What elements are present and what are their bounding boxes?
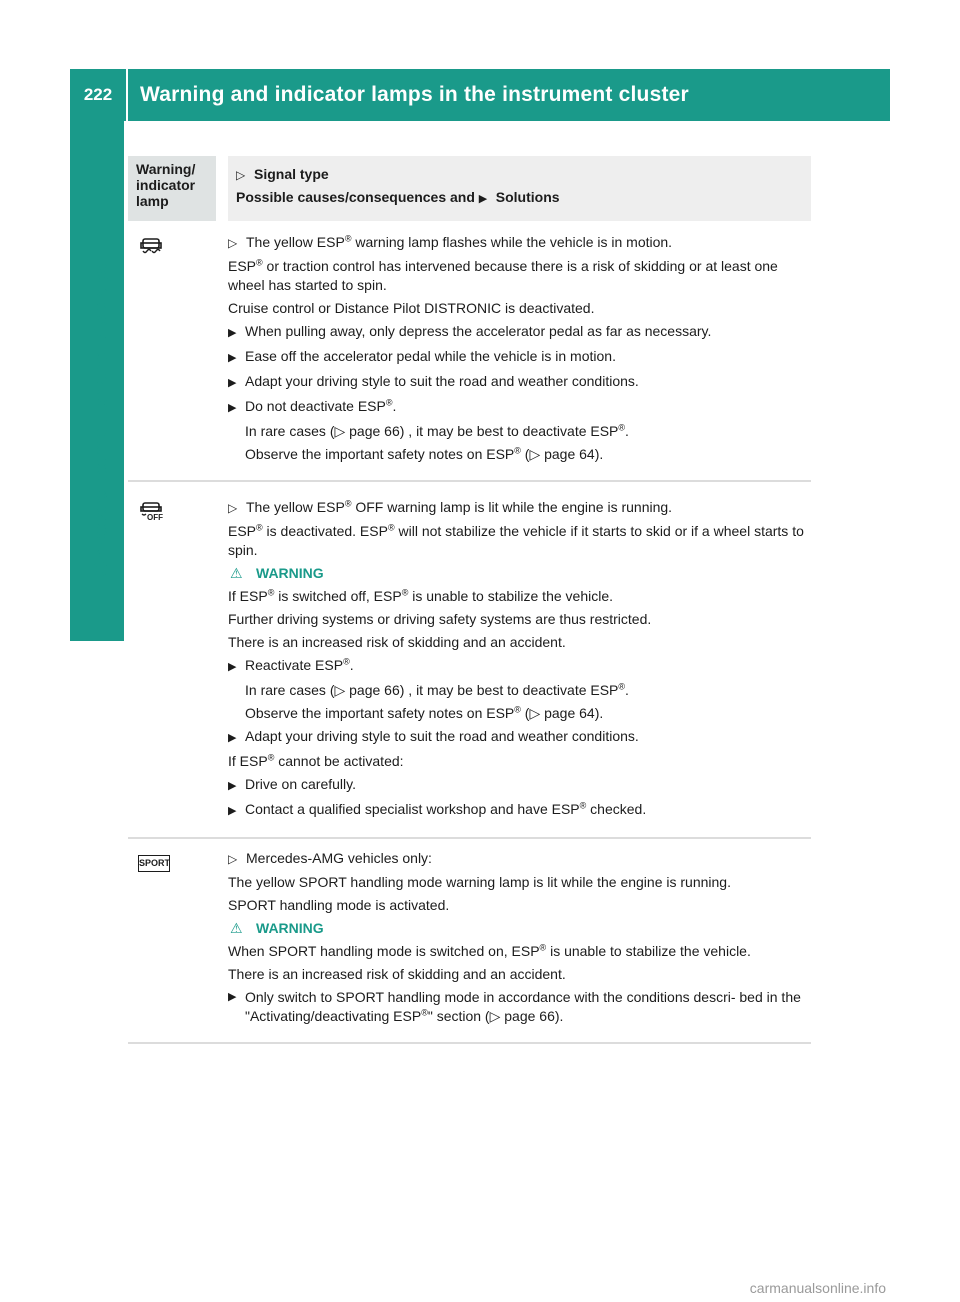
condition-text: If ESP® cannot be activated: [228, 752, 404, 769]
step-text: Drive on carefully. [245, 776, 357, 792]
step-arrow-icon: ▶ [228, 402, 237, 414]
header-lamp: Warning/ indicator lamp [128, 156, 216, 221]
signal-text: The yellow ESP® OFF warning lamp is lit while the engine is running. [246, 498, 673, 515]
step-arrow-icon: ▶ [228, 327, 237, 339]
page-header [70, 69, 890, 121]
step-arrow-icon: ▶ [228, 780, 237, 792]
step-text: Reactivate ESP®. [245, 656, 354, 673]
cause-text: ESP® or traction control has intervened because there is a risk of skidding or at least one wheel has started to spin. [228, 257, 778, 293]
signal-triangle-icon: ▷ [228, 501, 238, 515]
solution-arrow-icon: ▶ [478, 193, 488, 205]
step-arrow-icon: ▶ [228, 352, 237, 364]
cause-text: ESP® is deactivated. ESP® will not stabilize the vehicle if it starts to skid or if a wheel starts to spin. [228, 522, 804, 558]
note-text: Observe the important safety notes on ESP® (▷ page 64). [245, 445, 604, 462]
page-title: Warning and indicator lamps in the instrument cluster [140, 83, 689, 106]
signal-text: Mercedes-AMG vehicles only: [246, 850, 432, 866]
warning-text: When SPORT handling mode is switched on, ESP® is unable to stabilize the vehicle. [228, 942, 751, 959]
header-signal: ▷ Signal type Possible causes/consequences and ▶ Solutions [228, 156, 811, 221]
step-arrow-icon: ▶ [228, 661, 237, 673]
table-row [128, 221, 811, 482]
step-text: Adapt your driving style to suit the road and weather conditions. [245, 728, 639, 744]
esp-skid-lamp-icon [138, 237, 164, 257]
step-text: When pulling away, only depress the accelerator pedal as far as necessary. [245, 323, 712, 339]
step-text: Ease off the accelerator pedal while the vehicle is in motion. [245, 348, 616, 364]
warning-label: WARNING [256, 565, 324, 581]
cause-text: SPORT handling mode is activated. [228, 897, 450, 913]
step-arrow-icon: ▶ [228, 377, 237, 389]
step-arrow-icon: ▶ [228, 732, 237, 744]
step-text: Do not deactivate ESP®. [245, 397, 397, 414]
signal-triangle-icon: ▷ [228, 852, 238, 866]
table-row [128, 482, 811, 839]
step-text: Contact a qualified specialist workshop and have ESP® checked. [245, 800, 647, 817]
warning-text: There is an increased risk of skidding and an accident. [228, 966, 566, 982]
signal-text: The yellow ESP® warning lamp flashes while the vehicle is in motion. [246, 233, 673, 250]
note-text: In rare cases (▷ page 66) , it may be best to deactivate ESP®. [245, 681, 629, 698]
esp-off-lamp-icon: OFF [138, 502, 164, 526]
watermark: carmanualsonline.info [749, 1280, 886, 1296]
signal-triangle-icon: ▷ [236, 168, 246, 182]
signal-triangle-icon: ▷ [228, 236, 238, 250]
warning-label: WARNING [256, 920, 324, 936]
step-arrow-icon: ▶ [228, 805, 237, 817]
warning-lamp-table [128, 156, 811, 1044]
page-number: 222 [70, 69, 128, 121]
note-text: In rare cases (▷ page 66) , it may be best to deactivate ESP®. [245, 422, 629, 439]
warning-text: There is an increased risk of skidding and an accident. [228, 634, 566, 650]
side-tab-label: On-board computer and displays [90, 263, 113, 577]
warning-triangle-icon: ⚠ [230, 920, 243, 936]
step-arrow-icon: ▶ [228, 991, 237, 1003]
note-text: Observe the important safety notes on ESP® (▷ page 64). [245, 704, 604, 721]
step-text: Only switch to SPORT handling mode in accordance with the conditions descri- bed in the "Activating/deactivating ESP®" section (▷ page 66). [245, 989, 801, 1024]
table-row [128, 839, 811, 1044]
cause-text: Cruise control or Distance Pilot DISTRONIC is deactivated. [228, 300, 595, 316]
cause-text: The yellow SPORT handling mode warning lamp is lit while the engine is running. [228, 874, 731, 890]
step-text: Adapt your driving style to suit the road and weather conditions. [245, 373, 639, 389]
warning-triangle-icon: ⚠ [230, 565, 243, 581]
table-header [128, 156, 811, 221]
warning-text: Further driving systems or driving safety systems are thus restricted. [228, 611, 652, 627]
sport-lamp-icon: SPORT [138, 855, 170, 872]
warning-text: If ESP® is switched off, ESP® is unable to stabilize the vehicle. [228, 587, 614, 604]
